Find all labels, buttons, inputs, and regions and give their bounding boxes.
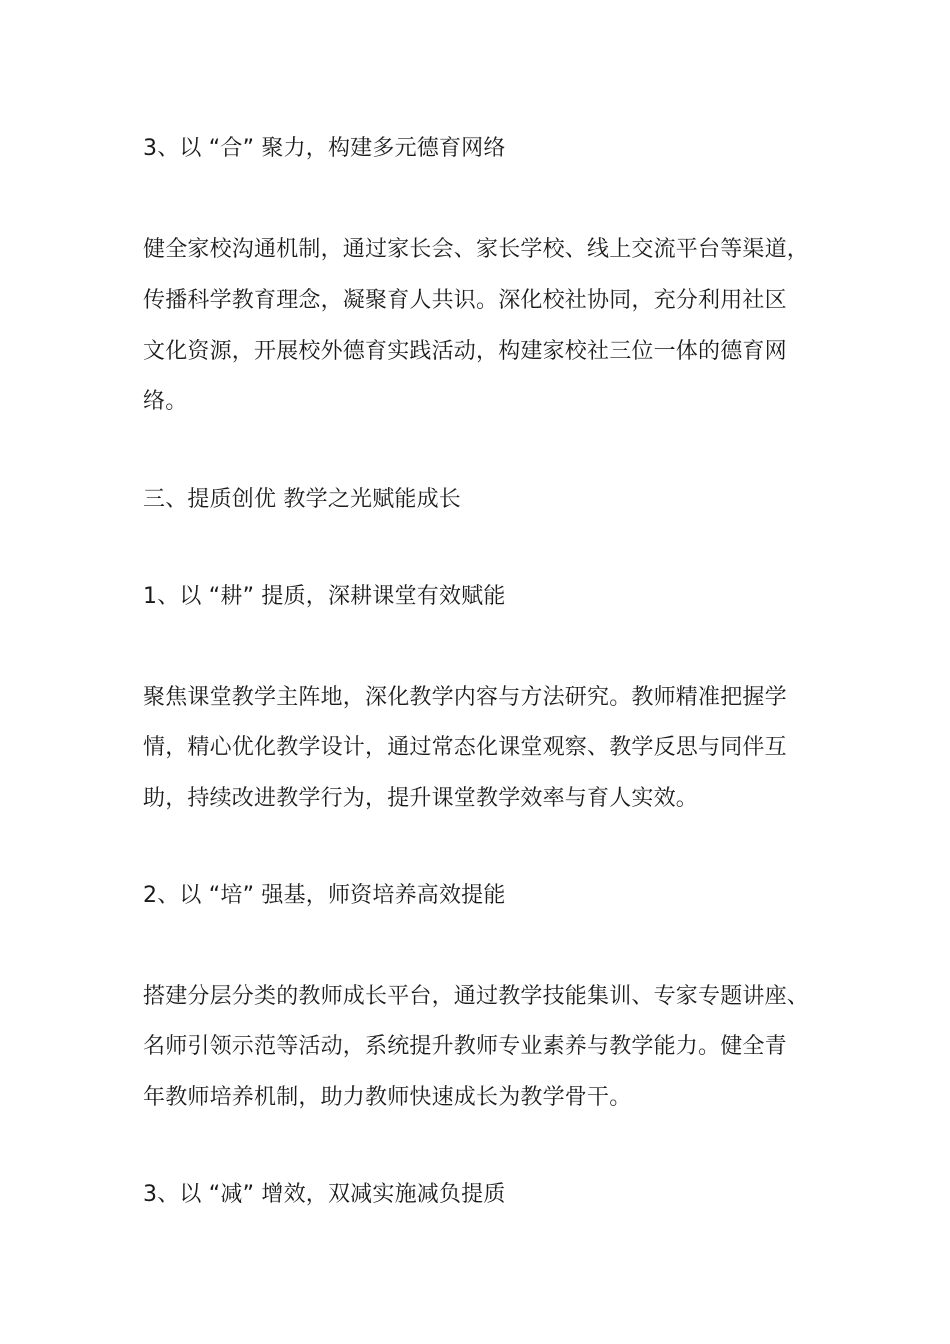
- paragraph-line: 搭建分层分类的教师成长平台，通过教学技能集训、专家专题讲座、: [143, 984, 810, 1009]
- paragraph-line: 名师引领示范等活动，系统提升教师专业素养与教学能力。健全青: [143, 1034, 787, 1059]
- section-heading: 3、以 “合” 聚力，构建多元德育网络: [143, 136, 506, 161]
- paragraph-line: 传播科学教育理念，凝聚育人共识。深化校社协同，充分利用社区: [143, 288, 787, 313]
- paragraph-line: 聚焦课堂教学主阵地，深化教学内容与方法研究。教师精准把握学: [143, 685, 787, 710]
- paragraph-line: 文化资源，开展校外德育实践活动，构建家校社三位一体的德育网: [143, 339, 787, 364]
- section-heading: 1、以 “耕” 提质，深耕课堂有效赋能: [143, 584, 506, 609]
- paragraph-line: 助，持续改进教学行为，提升课堂教学效率与育人实效。: [143, 786, 699, 811]
- paragraph-line: 络。: [143, 389, 188, 414]
- chapter-heading: 三、提质创优 教学之光赋能成长: [143, 487, 461, 512]
- paragraph-line: 年教师培养机制，助力教师快速成长为教学骨干。: [143, 1085, 632, 1110]
- paragraph-line: 情，精心优化教学设计，通过常态化课堂观察、教学反思与同伴互: [143, 735, 787, 760]
- section-heading: 2、以 “培” 强基，师资培养高效提能: [143, 883, 506, 908]
- paragraph-line: 健全家校沟通机制，通过家长会、家长学校、线上交流平台等渠道，: [143, 237, 810, 262]
- section-heading: 3、以 “减” 增效，双减实施减负提质: [143, 1182, 506, 1207]
